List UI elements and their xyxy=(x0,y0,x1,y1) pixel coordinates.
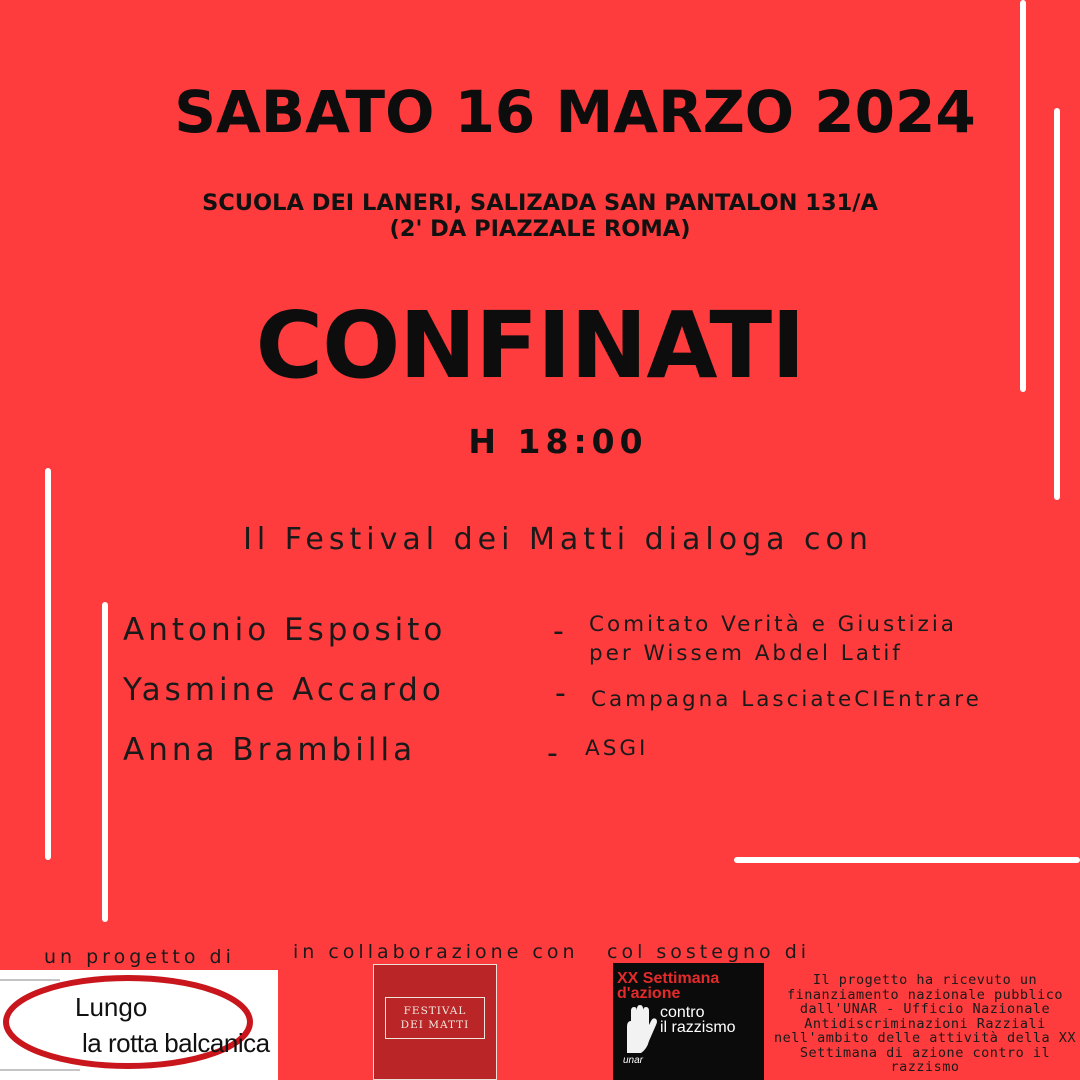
speaker-org-line-1: Comitato Verità e Giustizia xyxy=(589,612,957,637)
settimana-contro-razzismo-logo xyxy=(613,963,764,1080)
unar-logo-line-2: d'azione xyxy=(617,985,681,1002)
unar-brand: unar xyxy=(623,1055,644,1066)
speaker-org-line-2: per Wissem Abdel Latif xyxy=(589,641,903,666)
red-ellipse-icon xyxy=(0,970,278,1080)
speaker-org: Campagna LasciateCIEntrare xyxy=(591,687,982,712)
unar-logo-line-1: XX Settimana xyxy=(617,970,720,987)
speaker-name: Yasmine Accardo xyxy=(123,672,445,708)
unar-logo-line-4: il razzismo xyxy=(660,1019,736,1036)
decor-line-horizontal xyxy=(734,857,1080,863)
decor-line-left-inner xyxy=(102,602,108,922)
funding-line: finanziamento nazionale pubblico xyxy=(786,986,1064,1003)
lungo-logo-line-2: la rotta balcanica xyxy=(82,1028,270,1058)
venue-line-1: SCUOLA DEI LANERI, SALIZADA SAN PANTALON 131/A xyxy=(202,190,878,216)
funding-line: razzismo xyxy=(890,1059,960,1075)
venue-address xyxy=(0,190,1080,242)
collab-label: in collaborazione con xyxy=(293,941,579,963)
speaker-name: Anna Brambilla xyxy=(123,732,417,768)
funding-line: Antidiscriminazioni Razziali xyxy=(804,1015,1046,1032)
speaker-dash: - xyxy=(553,614,564,649)
speaker-name: Antonio Esposito xyxy=(123,612,447,648)
unar-logo-line-3: contro xyxy=(660,1004,705,1021)
festival-logo-line-1: FESTIVAL xyxy=(403,1005,467,1017)
funding-line: dall'UNAR - Ufficio Nazionale xyxy=(799,1001,1051,1017)
logo-frame xyxy=(385,997,485,1039)
speaker-org: ASGI xyxy=(585,736,649,761)
lungo-rotta-balcanica-logo xyxy=(0,970,278,1080)
venue-line-2: (2' DA PIAZZALE ROMA) xyxy=(389,216,691,242)
event-time: H 18:00 xyxy=(468,422,648,461)
speaker-dash: - xyxy=(547,736,558,771)
event-date: SABATO 16 MARZO 2024 xyxy=(174,78,976,146)
speaker-dash: - xyxy=(555,676,566,711)
unar-logo-subtitle xyxy=(660,1005,736,1035)
speaker-org xyxy=(589,610,957,668)
funding-line: Il progetto ha ricevuto un xyxy=(812,972,1038,988)
funding-line: nell'ambito delle attività della XX xyxy=(774,1030,1076,1046)
funding-line: Settimana di azione contro il xyxy=(799,1044,1051,1061)
festival-dei-matti-logo xyxy=(373,964,497,1080)
project-label: un progetto di xyxy=(44,946,235,968)
support-label: col sostegno di xyxy=(607,941,811,963)
funding-note xyxy=(770,973,1080,1075)
event-title: CONFINATI xyxy=(255,292,805,399)
raised-hand-icon xyxy=(619,1005,659,1055)
lungo-logo-line-1: Lungo xyxy=(75,992,148,1022)
festival-logo-line-2: DEI MATTI xyxy=(400,1019,470,1031)
intro-text: Il Festival dei Matti dialoga con xyxy=(243,522,873,557)
unar-logo-title xyxy=(617,971,719,1001)
